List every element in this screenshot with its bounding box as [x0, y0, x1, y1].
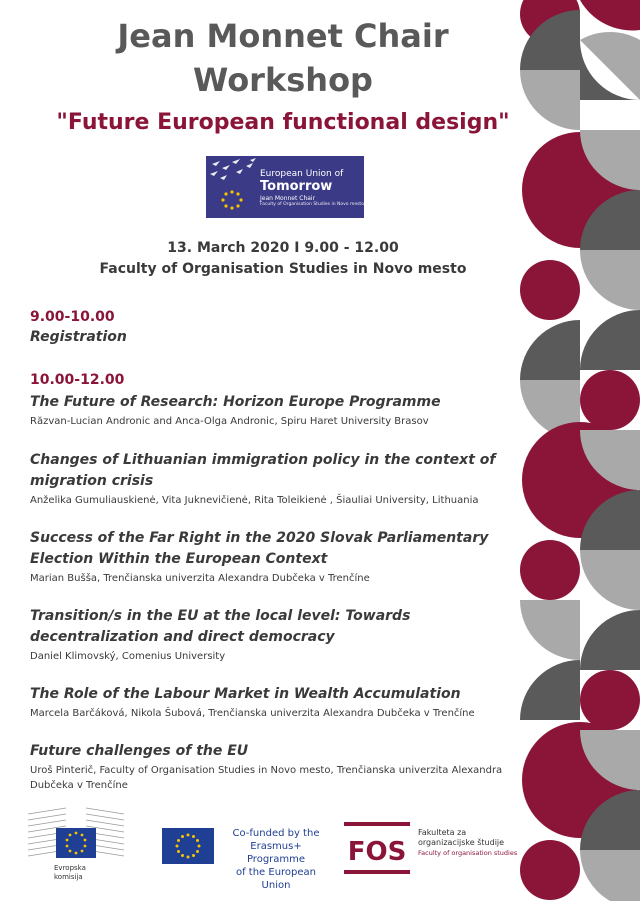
decorative-pattern: [520, 0, 640, 901]
page-title-line2: Workshop: [193, 61, 373, 99]
ec-label: [54, 864, 86, 882]
ec-label-line1: Evropska: [54, 864, 86, 872]
talk-title: The Role of the Labour Market in Wealth Accumulation: [30, 686, 461, 702]
talk-item: [30, 684, 510, 721]
fos-name: [418, 828, 517, 858]
eu-flag-icon: [162, 828, 214, 864]
talk-authors: Uroš Pinterič, Faculty of Organisation Studies in Novo mesto, Trenčianska univerzita Alexandra Dubčeka v Trenčíne: [30, 765, 503, 791]
talk-item: [30, 606, 510, 664]
logo-line2: Tomorrow: [260, 178, 333, 194]
event-venue: Faculty of Organisation Studies in Novo mesto: [99, 261, 467, 277]
event-date: 13. March 2020 I 9.00 - 12.00: [167, 240, 399, 256]
talk-item: [30, 528, 510, 586]
fos-line3: Faculty of organisation studies: [418, 849, 518, 857]
fos-mark: FOS: [347, 837, 407, 867]
eu-tomorrow-logo: [206, 156, 364, 218]
talk-item: [30, 392, 510, 429]
logo-line4: Faculty of Organisation Studies in Novo mesto: [260, 201, 364, 207]
fos-line2: organizacijske študije: [418, 838, 505, 847]
erasmus-line3: of the European Union: [235, 867, 317, 891]
talk-title: Success of the Far Right in the 2020 Slovak Parliamentary Election Within the European Context: [30, 530, 489, 567]
erasmus-cofunded-text: [220, 827, 332, 892]
logo-line1: European Union of: [260, 169, 344, 179]
timeslot-1: 9.00-10.00: [30, 309, 115, 325]
talk-item: [30, 741, 510, 793]
fos-logo: [344, 822, 410, 874]
talk-authors: Marian Bušša, Trenčianska univerzita Alexandra Dubčeka v Trenčíne: [30, 573, 370, 584]
workshop-subtitle: "Future European functional design": [56, 110, 510, 135]
page-title-line1: Jean Monnet Chair: [117, 17, 449, 55]
erasmus-line1: Co-funded by the: [232, 828, 320, 839]
talk-title: The Future of Research: Horizon Europe Programme: [30, 394, 441, 410]
timeslot-2: 10.00-12.00: [30, 372, 125, 388]
sponsor-footer: [0, 800, 520, 901]
fos-line1: Fakulteta za: [418, 828, 467, 837]
erasmus-line2: Erasmus+ Programme: [246, 841, 306, 865]
talk-authors: Răzvan-Lucian Andronic and Anca-Olga Andronic, Spiru Haret University Brasov: [30, 416, 429, 427]
registration-item: Registration: [30, 329, 127, 345]
talk-authors: Daniel Klimovský, Comenius University: [30, 651, 226, 662]
talk-item: [30, 450, 510, 508]
logo-line3: Jean Monnet Chair: [260, 195, 316, 203]
talk-title: Transition/s in the EU at the local level: Towards decentralization and direct democracy: [30, 608, 411, 645]
ec-label-line2: komisija: [54, 873, 83, 881]
talk-title: Changes of Lithuanian immigration policy in the context of migration crisis: [30, 452, 496, 489]
talk-authors: Marcela Barčáková, Nikola Šubová, Trenčianska univerzita Alexandra Dubčeka v Trenčíne: [30, 708, 475, 719]
talk-authors: Anželika Gumuliauskienė, Vita Juknevičienė, Rita Toleikienė , Šiauliai University, Lithuania: [30, 495, 479, 506]
talk-title: Future challenges of the EU: [30, 743, 249, 759]
